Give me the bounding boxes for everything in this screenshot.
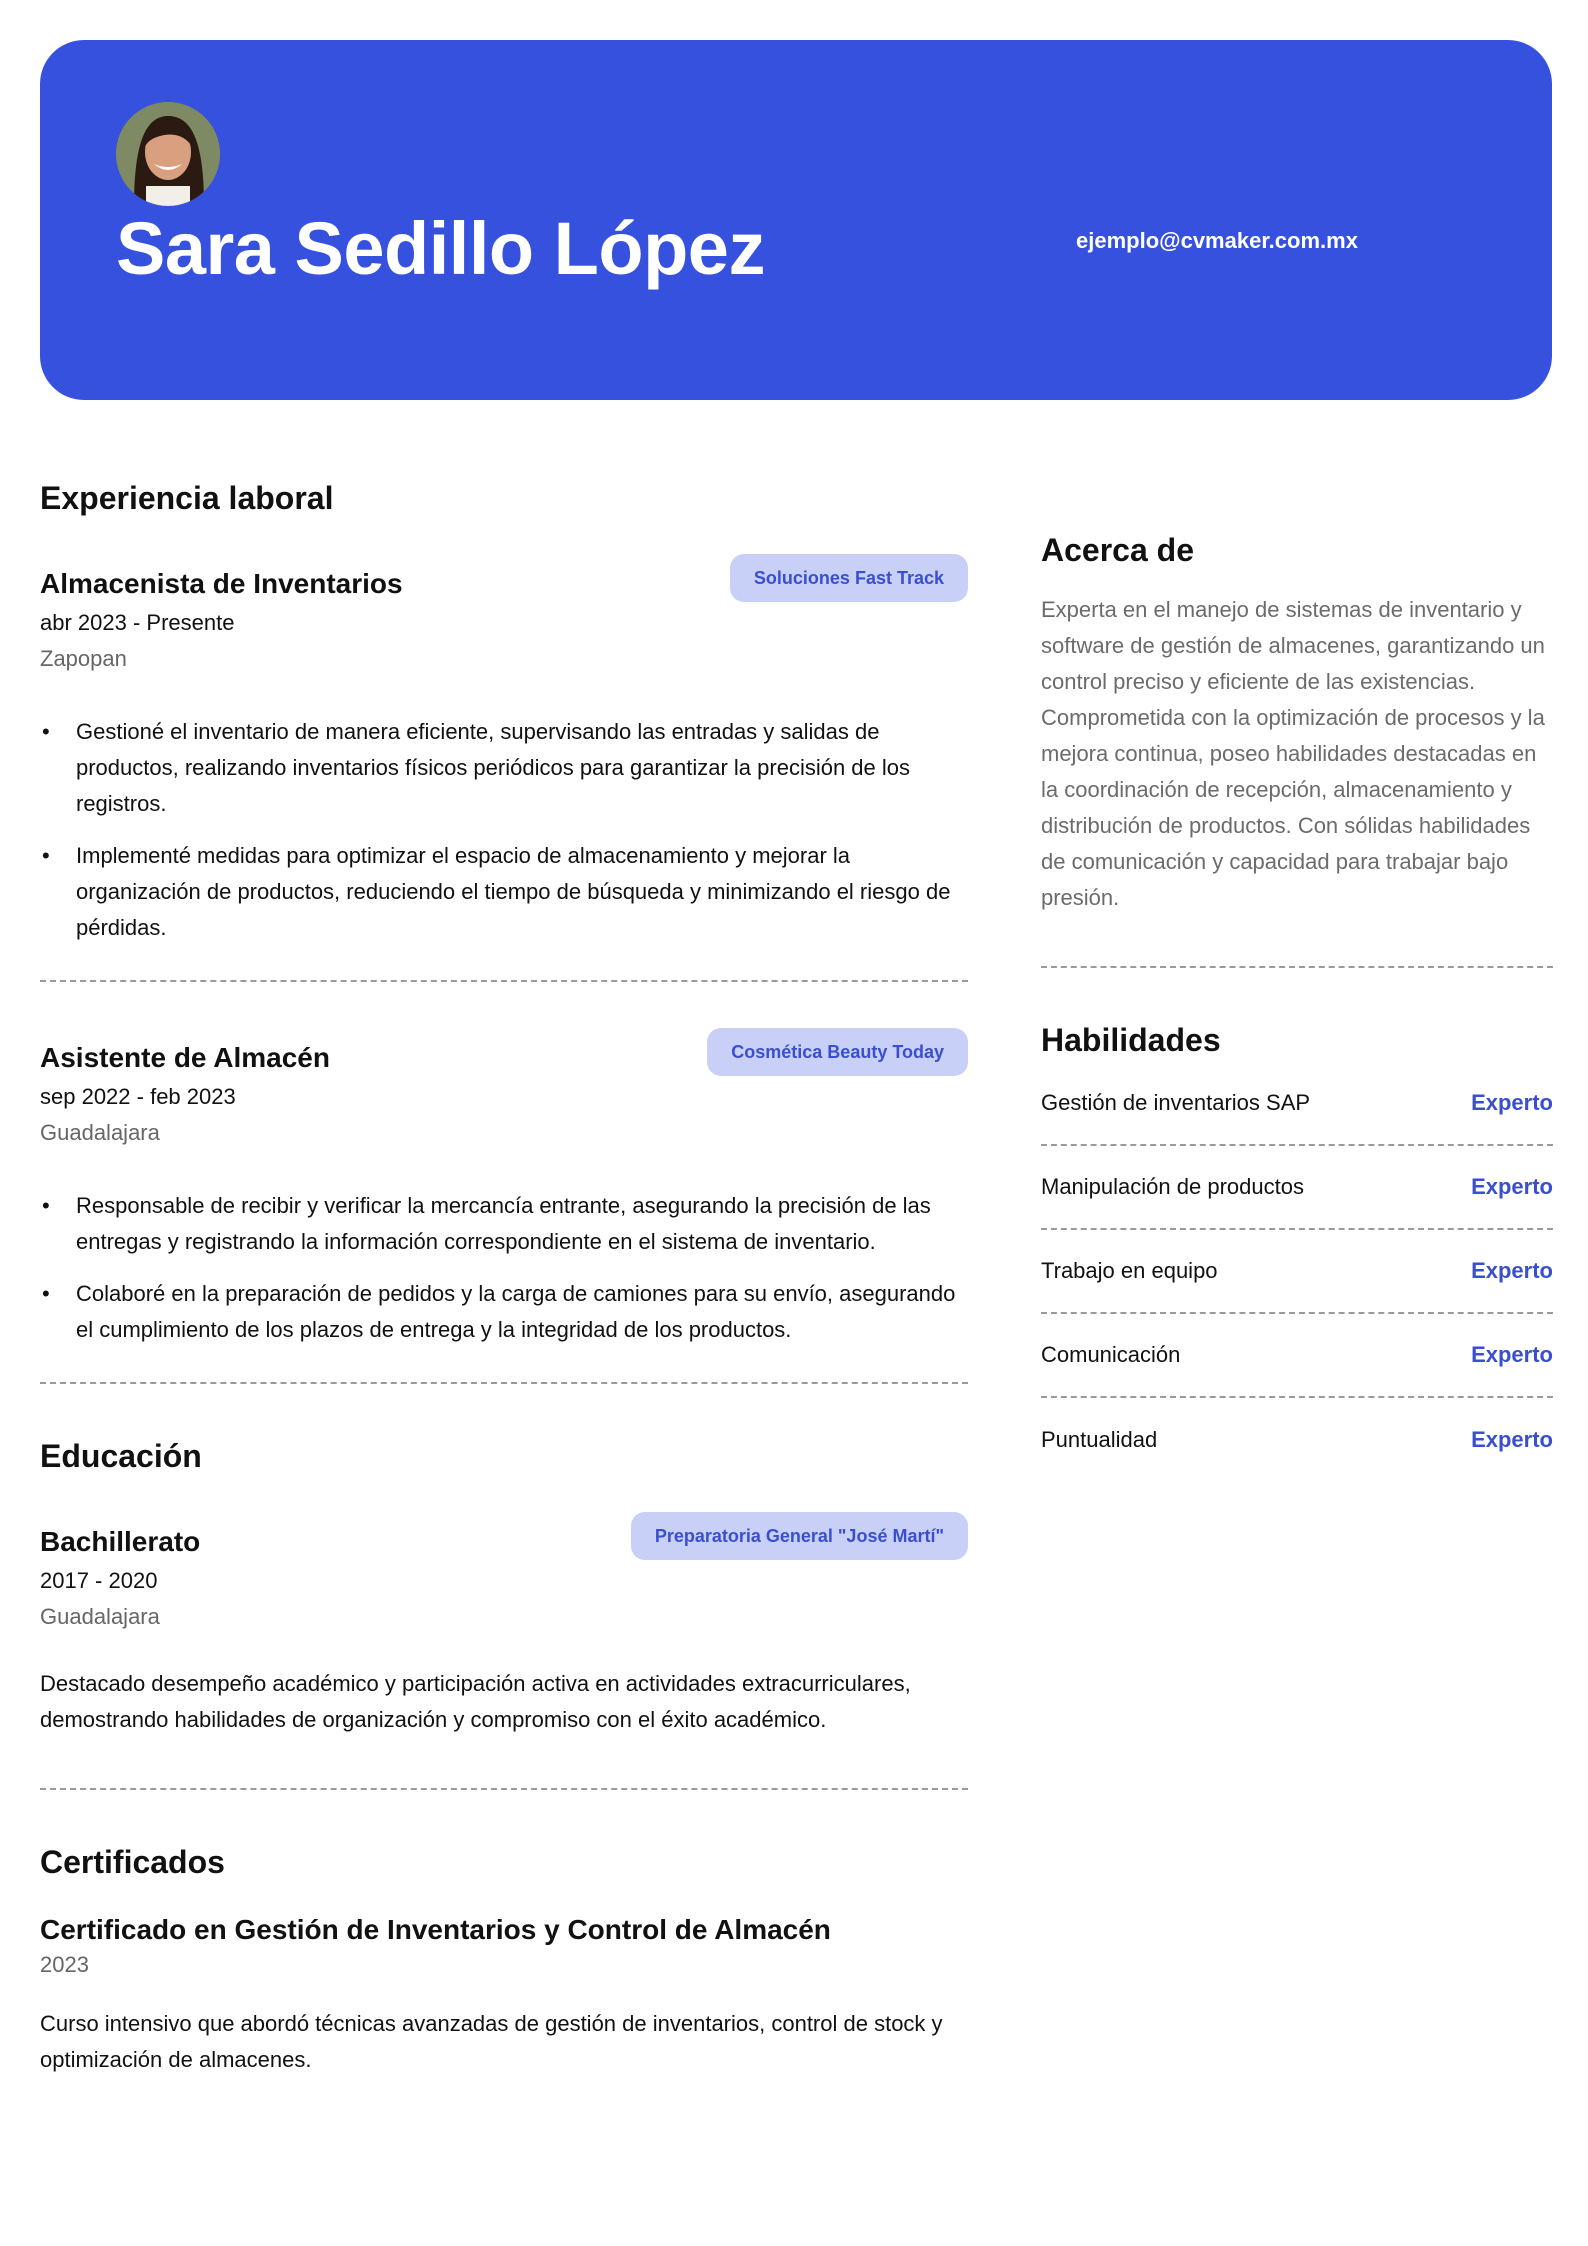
job-bullet: • Implementé medidas para optimizar el espacio de almacenamiento y mejorar la organización de productos, reduciendo el tiempo de búsqueda y minimizando el riesgo de pérdidas. bbox=[40, 838, 968, 946]
job-entry bbox=[40, 1028, 968, 1348]
certificate-year: 2023 bbox=[40, 1952, 89, 1977]
skill-row bbox=[1041, 1146, 1553, 1230]
job-location: Guadalajara bbox=[40, 1120, 160, 1145]
skill-name: Manipulación de productos bbox=[1041, 1174, 1304, 1199]
candidate-name: Sara Sedillo López bbox=[116, 207, 765, 290]
section-title-skills: Habilidades bbox=[1041, 1022, 1221, 1058]
skill-row bbox=[1041, 1062, 1553, 1146]
divider bbox=[40, 1788, 968, 1790]
divider bbox=[40, 980, 968, 982]
about-text: Experta en el manejo de sistemas de inventario y software de gestión de almacenes, garantizando un control preciso y eficiente de las existencias. Comprometida con la optimización de procesos y la mejora continua, poseo habilidades destacadas en la coordinación de recepción, almacenamiento y distribución de productos. Con sólidas habilidades de comunicación y capacidad para trabajar bajo presión. bbox=[1041, 597, 1545, 910]
skill-level: Experto bbox=[1471, 1258, 1553, 1283]
job-bullet: • Gestioné el inventario de manera eficiente, supervisando las entradas y salidas de productos, realizando inventarios físicos periódicos para garantizar la precisión de los registros. bbox=[40, 714, 968, 822]
certificate-description: Curso intensivo que abordó técnicas avanzadas de gestión de inventarios, control de stock y optimización de almacenes. bbox=[40, 2011, 943, 2072]
section-title-education: Educación bbox=[40, 1438, 202, 1474]
skill-row bbox=[1041, 1230, 1553, 1314]
job-bullets bbox=[40, 714, 968, 946]
skill-level: Experto bbox=[1471, 1427, 1553, 1452]
certificate-entry bbox=[40, 1912, 968, 2078]
email-link[interactable]: ejemplo@cvmaker.com.mx bbox=[1076, 228, 1358, 253]
education-location: Guadalajara bbox=[40, 1604, 160, 1629]
skills-list bbox=[1041, 1062, 1553, 1482]
section-title-about: Acerca de bbox=[1041, 532, 1194, 568]
job-bullet: • Colaboré en la preparación de pedidos y la carga de camiones para su envío, asegurando el cumplimiento de los plazos de entrega y la integridad de los productos. bbox=[40, 1276, 968, 1348]
section-title-certificates: Certificados bbox=[40, 1844, 225, 1880]
job-bullets bbox=[40, 1188, 968, 1348]
company-badge: Cosmética Beauty Today bbox=[707, 1028, 968, 1076]
skill-row bbox=[1041, 1398, 1553, 1482]
job-dates: abr 2023 - Presente bbox=[40, 610, 235, 635]
education-dates: 2017 - 2020 bbox=[40, 1568, 158, 1593]
degree-title: Bachillerato bbox=[40, 1526, 201, 1557]
job-entry bbox=[40, 554, 968, 946]
skill-level: Experto bbox=[1471, 1174, 1553, 1199]
section-title-experience: Experiencia laboral bbox=[40, 480, 334, 516]
job-location: Zapopan bbox=[40, 646, 127, 671]
skill-row bbox=[1041, 1314, 1553, 1398]
left-column bbox=[40, 478, 968, 2078]
divider bbox=[1041, 966, 1553, 968]
company-badge: Soluciones Fast Track bbox=[730, 554, 968, 602]
avatar-photo-icon bbox=[116, 102, 220, 206]
right-column bbox=[1041, 530, 1553, 1482]
skill-name: Puntualidad bbox=[1041, 1427, 1158, 1452]
skill-name: Gestión de inventarios SAP bbox=[1041, 1090, 1311, 1115]
certificate-title: Certificado en Gestión de Inventarios y Control de Almacén bbox=[40, 1914, 831, 1945]
job-title: Asistente de Almacén bbox=[40, 1042, 330, 1073]
education-entry bbox=[40, 1512, 968, 1738]
school-badge: Preparatoria General "José Martí" bbox=[631, 1512, 968, 1560]
skill-level: Experto bbox=[1471, 1342, 1553, 1367]
job-title: Almacenista de Inventarios bbox=[40, 568, 403, 599]
header-banner bbox=[40, 40, 1552, 400]
skill-name: Trabajo en equipo bbox=[1041, 1258, 1218, 1283]
avatar bbox=[116, 102, 220, 206]
job-dates: sep 2022 - feb 2023 bbox=[40, 1084, 236, 1109]
skill-level: Experto bbox=[1471, 1090, 1553, 1115]
skill-name: Comunicación bbox=[1041, 1342, 1181, 1367]
education-description: Destacado desempeño académico y participación activa en actividades extracurriculares, demostrando habilidades de organización y compromiso con el éxito académico. bbox=[40, 1671, 911, 1732]
job-bullet: • Responsable de recibir y verificar la mercancía entrante, asegurando la precisión de las entregas y registrando la información correspondiente en el sistema de inventario. bbox=[40, 1188, 968, 1260]
divider bbox=[40, 1382, 968, 1384]
